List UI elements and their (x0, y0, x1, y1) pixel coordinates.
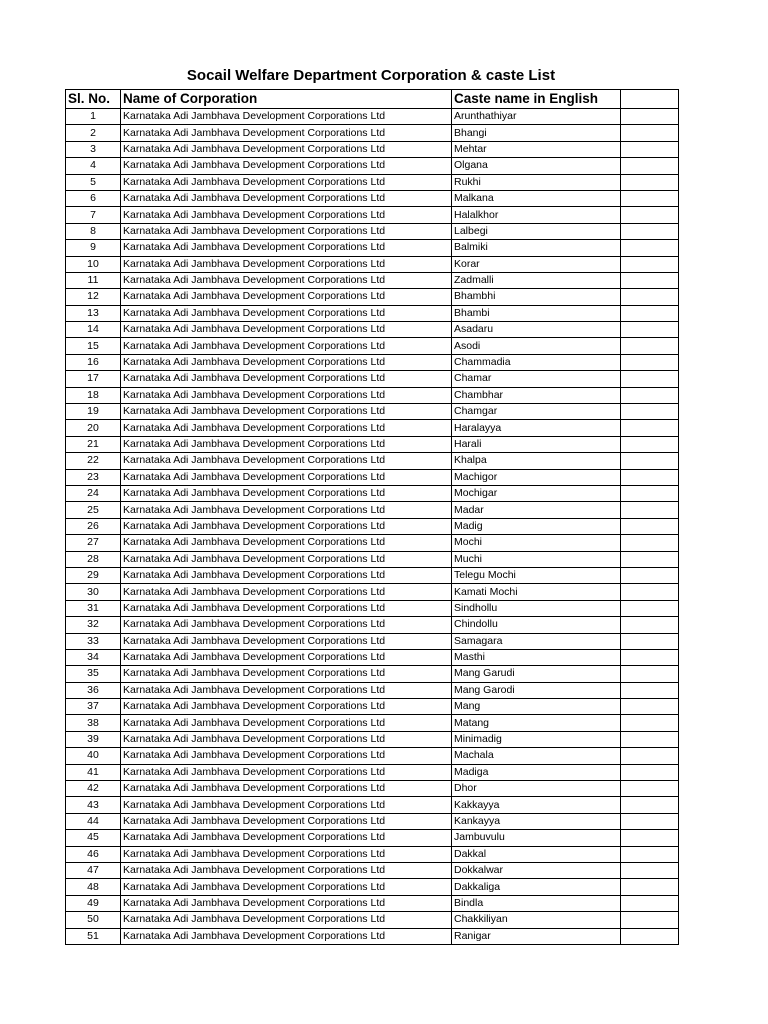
cell-corporation: Karnataka Adi Jambhava Development Corporations Ltd (121, 895, 452, 911)
cell-empty (621, 256, 679, 272)
cell-caste: Masthi (452, 649, 621, 665)
cell-sl-no: 22 (66, 453, 121, 469)
table-row (66, 109, 679, 125)
cell-corporation: Karnataka Adi Jambhava Development Corporations Ltd (121, 190, 452, 206)
table-row (66, 371, 679, 387)
cell-sl-no: 44 (66, 813, 121, 829)
cell-empty (621, 895, 679, 911)
cell-sl-no: 4 (66, 158, 121, 174)
cell-corporation: Karnataka Adi Jambhava Development Corporations Ltd (121, 338, 452, 354)
cell-corporation: Karnataka Adi Jambhava Development Corporations Ltd (121, 862, 452, 878)
cell-sl-no: 30 (66, 584, 121, 600)
cell-corporation: Karnataka Adi Jambhava Development Corporations Ltd (121, 305, 452, 321)
cell-caste: Jambuvulu (452, 830, 621, 846)
cell-empty (621, 535, 679, 551)
cell-corporation: Karnataka Adi Jambhava Development Corporations Ltd (121, 748, 452, 764)
table-row (66, 502, 679, 518)
cell-corporation: Karnataka Adi Jambhava Development Corporations Ltd (121, 158, 452, 174)
cell-empty (621, 666, 679, 682)
table-row (66, 223, 679, 239)
table-row (66, 174, 679, 190)
cell-caste: Mochigar (452, 485, 621, 501)
cell-empty (621, 764, 679, 780)
cell-empty (621, 633, 679, 649)
cell-empty (621, 682, 679, 698)
cell-empty (621, 436, 679, 452)
cell-empty (621, 354, 679, 370)
table-row (66, 649, 679, 665)
cell-sl-no: 51 (66, 928, 121, 944)
cell-caste: Olgana (452, 158, 621, 174)
cell-caste: Chambhar (452, 387, 621, 403)
cell-corporation: Karnataka Adi Jambhava Development Corporations Ltd (121, 387, 452, 403)
table-row (66, 190, 679, 206)
table-row (66, 617, 679, 633)
cell-empty (621, 731, 679, 747)
cell-empty (621, 289, 679, 305)
cell-corporation: Karnataka Adi Jambhava Development Corporations Ltd (121, 764, 452, 780)
cell-caste: Halalkhor (452, 207, 621, 223)
page-title: Socail Welfare Department Corporation & caste List (186, 67, 556, 84)
table-row (66, 354, 679, 370)
cell-caste: Khalpa (452, 453, 621, 469)
cell-sl-no: 18 (66, 387, 121, 403)
cell-empty (621, 797, 679, 813)
table-row (66, 420, 679, 436)
cell-corporation: Karnataka Adi Jambhava Development Corporations Ltd (121, 502, 452, 518)
cell-sl-no: 47 (66, 862, 121, 878)
cell-corporation: Karnataka Adi Jambhava Development Corporations Ltd (121, 223, 452, 239)
table-row (66, 158, 679, 174)
cell-empty (621, 862, 679, 878)
cell-empty (621, 617, 679, 633)
cell-corporation: Karnataka Adi Jambhava Development Corporations Ltd (121, 715, 452, 731)
cell-sl-no: 12 (66, 289, 121, 305)
cell-empty (621, 322, 679, 338)
cell-caste: Dakkaliga (452, 879, 621, 895)
cell-corporation: Karnataka Adi Jambhava Development Corporations Ltd (121, 535, 452, 551)
cell-empty (621, 699, 679, 715)
table-row (66, 404, 679, 420)
cell-caste: Matang (452, 715, 621, 731)
cell-caste: Chammadia (452, 354, 621, 370)
cell-empty (621, 174, 679, 190)
cell-corporation: Karnataka Adi Jambhava Development Corporations Ltd (121, 600, 452, 616)
cell-corporation: Karnataka Adi Jambhava Development Corporations Ltd (121, 436, 452, 452)
cell-empty (621, 371, 679, 387)
cell-corporation: Karnataka Adi Jambhava Development Corporations Ltd (121, 256, 452, 272)
cell-empty (621, 420, 679, 436)
cell-caste: Mehtar (452, 141, 621, 157)
table-row (66, 846, 679, 862)
cell-empty (621, 879, 679, 895)
cell-caste: Balmiki (452, 240, 621, 256)
cell-empty (621, 928, 679, 944)
cell-sl-no: 25 (66, 502, 121, 518)
cell-empty (621, 240, 679, 256)
cell-empty (621, 846, 679, 862)
table-row (66, 715, 679, 731)
cell-corporation: Karnataka Adi Jambhava Development Corporations Ltd (121, 567, 452, 583)
cell-caste: Machala (452, 748, 621, 764)
cell-corporation: Karnataka Adi Jambhava Development Corporations Ltd (121, 518, 452, 534)
cell-sl-no: 15 (66, 338, 121, 354)
table-row (66, 748, 679, 764)
table-row (66, 584, 679, 600)
cell-sl-no: 42 (66, 781, 121, 797)
table-row (66, 535, 679, 551)
header-corporation: Name of Corporation (121, 90, 452, 109)
cell-empty (621, 551, 679, 567)
cell-caste: Telegu Mochi (452, 567, 621, 583)
table-row (66, 797, 679, 813)
cell-caste: Chakkiliyan (452, 912, 621, 928)
table-row (66, 305, 679, 321)
cell-empty (621, 830, 679, 846)
cell-caste: Chamar (452, 371, 621, 387)
cell-caste: Muchi (452, 551, 621, 567)
cell-caste: Bhangi (452, 125, 621, 141)
cell-sl-no: 49 (66, 895, 121, 911)
cell-sl-no: 17 (66, 371, 121, 387)
cell-corporation: Karnataka Adi Jambhava Development Corporations Ltd (121, 617, 452, 633)
cell-empty (621, 207, 679, 223)
cell-caste: Mochi (452, 535, 621, 551)
cell-sl-no: 50 (66, 912, 121, 928)
cell-sl-no: 11 (66, 272, 121, 288)
cell-corporation: Karnataka Adi Jambhava Development Corporations Ltd (121, 633, 452, 649)
cell-corporation: Karnataka Adi Jambhava Development Corporations Ltd (121, 469, 452, 485)
table-row (66, 125, 679, 141)
cell-sl-no: 13 (66, 305, 121, 321)
cell-empty (621, 387, 679, 403)
table-row (66, 813, 679, 829)
cell-caste: Korar (452, 256, 621, 272)
cell-corporation: Karnataka Adi Jambhava Development Corporations Ltd (121, 485, 452, 501)
cell-sl-no: 33 (66, 633, 121, 649)
cell-sl-no: 48 (66, 879, 121, 895)
cell-caste: Arunthathiyar (452, 109, 621, 125)
cell-caste: Ranigar (452, 928, 621, 944)
table-row (66, 338, 679, 354)
cell-corporation: Karnataka Adi Jambhava Development Corporations Ltd (121, 240, 452, 256)
cell-caste: Lalbegi (452, 223, 621, 239)
cell-caste: Samagara (452, 633, 621, 649)
table-row (66, 453, 679, 469)
cell-corporation: Karnataka Adi Jambhava Development Corporations Ltd (121, 404, 452, 420)
cell-corporation: Karnataka Adi Jambhava Development Corporations Ltd (121, 322, 452, 338)
cell-corporation: Karnataka Adi Jambhava Development Corporations Ltd (121, 272, 452, 288)
cell-corporation: Karnataka Adi Jambhava Development Corporations Ltd (121, 682, 452, 698)
cell-sl-no: 23 (66, 469, 121, 485)
cell-caste: Mang Garodi (452, 682, 621, 698)
cell-sl-no: 29 (66, 567, 121, 583)
table-row (66, 912, 679, 928)
cell-caste: Bhambi (452, 305, 621, 321)
table-row (66, 764, 679, 780)
table-row (66, 830, 679, 846)
cell-corporation: Karnataka Adi Jambhava Development Corporations Ltd (121, 453, 452, 469)
cell-empty (621, 781, 679, 797)
cell-corporation: Karnataka Adi Jambhava Development Corporations Ltd (121, 207, 452, 223)
cell-sl-no: 28 (66, 551, 121, 567)
cell-caste: Asodi (452, 338, 621, 354)
cell-caste: Kamati Mochi (452, 584, 621, 600)
cell-caste: Dakkal (452, 846, 621, 862)
cell-caste: Bhambhi (452, 289, 621, 305)
cell-sl-no: 19 (66, 404, 121, 420)
cell-empty (621, 584, 679, 600)
cell-empty (621, 223, 679, 239)
cell-corporation: Karnataka Adi Jambhava Development Corporations Ltd (121, 666, 452, 682)
table-row (66, 895, 679, 911)
cell-empty (621, 469, 679, 485)
cell-empty (621, 518, 679, 534)
cell-sl-no: 1 (66, 109, 121, 125)
cell-caste: Zadmalli (452, 272, 621, 288)
table-header-row (66, 90, 679, 109)
table-row (66, 485, 679, 501)
cell-sl-no: 36 (66, 682, 121, 698)
cell-sl-no: 20 (66, 420, 121, 436)
table-row (66, 240, 679, 256)
cell-corporation: Karnataka Adi Jambhava Development Corporations Ltd (121, 731, 452, 747)
cell-caste: Bindla (452, 895, 621, 911)
cell-sl-no: 21 (66, 436, 121, 452)
cell-corporation: Karnataka Adi Jambhava Development Corporations Ltd (121, 928, 452, 944)
table-row (66, 436, 679, 452)
table-row (66, 928, 679, 944)
cell-caste: Asadaru (452, 322, 621, 338)
cell-caste: Chindollu (452, 617, 621, 633)
cell-sl-no: 32 (66, 617, 121, 633)
table-row (66, 322, 679, 338)
cell-corporation: Karnataka Adi Jambhava Development Corporations Ltd (121, 125, 452, 141)
cell-sl-no: 35 (66, 666, 121, 682)
table-row (66, 387, 679, 403)
cell-corporation: Karnataka Adi Jambhava Development Corporations Ltd (121, 584, 452, 600)
cell-caste: Sindhollu (452, 600, 621, 616)
cell-corporation: Karnataka Adi Jambhava Development Corporations Ltd (121, 813, 452, 829)
cell-empty (621, 502, 679, 518)
cell-empty (621, 158, 679, 174)
cell-corporation: Karnataka Adi Jambhava Development Corporations Ltd (121, 420, 452, 436)
cell-caste: Haralayya (452, 420, 621, 436)
cell-sl-no: 40 (66, 748, 121, 764)
cell-empty (621, 404, 679, 420)
cell-corporation: Karnataka Adi Jambhava Development Corporations Ltd (121, 846, 452, 862)
cell-empty (621, 912, 679, 928)
table-row (66, 862, 679, 878)
cell-sl-no: 34 (66, 649, 121, 665)
table-row (66, 256, 679, 272)
cell-sl-no: 8 (66, 223, 121, 239)
cell-empty (621, 649, 679, 665)
cell-sl-no: 5 (66, 174, 121, 190)
header-empty (621, 90, 679, 109)
table-row (66, 781, 679, 797)
cell-caste: Madig (452, 518, 621, 534)
cell-sl-no: 2 (66, 125, 121, 141)
table-row (66, 600, 679, 616)
cell-corporation: Karnataka Adi Jambhava Development Corporations Ltd (121, 354, 452, 370)
cell-sl-no: 37 (66, 699, 121, 715)
cell-empty (621, 748, 679, 764)
cell-empty (621, 190, 679, 206)
cell-sl-no: 43 (66, 797, 121, 813)
cell-sl-no: 31 (66, 600, 121, 616)
table-row (66, 518, 679, 534)
cell-caste: Harali (452, 436, 621, 452)
table-row (66, 879, 679, 895)
cell-corporation: Karnataka Adi Jambhava Development Corporations Ltd (121, 830, 452, 846)
cell-sl-no: 9 (66, 240, 121, 256)
cell-caste: Rukhi (452, 174, 621, 190)
cell-corporation: Karnataka Adi Jambhava Development Corporations Ltd (121, 797, 452, 813)
cell-corporation: Karnataka Adi Jambhava Development Corporations Ltd (121, 141, 452, 157)
caste-list-table (65, 89, 679, 945)
cell-sl-no: 7 (66, 207, 121, 223)
table-row (66, 141, 679, 157)
header-sl-no: Sl. No. (66, 90, 121, 109)
table-row (66, 272, 679, 288)
cell-empty (621, 141, 679, 157)
cell-empty (621, 338, 679, 354)
table-row (66, 207, 679, 223)
table-row (66, 633, 679, 649)
table-row (66, 551, 679, 567)
cell-empty (621, 109, 679, 125)
table-row (66, 682, 679, 698)
cell-sl-no: 27 (66, 535, 121, 551)
cell-caste: Mang Garudi (452, 666, 621, 682)
cell-corporation: Karnataka Adi Jambhava Development Corporations Ltd (121, 781, 452, 797)
cell-caste: Minimadig (452, 731, 621, 747)
cell-sl-no: 41 (66, 764, 121, 780)
cell-sl-no: 45 (66, 830, 121, 846)
cell-corporation: Karnataka Adi Jambhava Development Corporations Ltd (121, 289, 452, 305)
cell-caste: Mang (452, 699, 621, 715)
cell-empty (621, 305, 679, 321)
cell-sl-no: 39 (66, 731, 121, 747)
cell-sl-no: 3 (66, 141, 121, 157)
cell-caste: Chamgar (452, 404, 621, 420)
cell-corporation: Karnataka Adi Jambhava Development Corporations Ltd (121, 879, 452, 895)
cell-caste: Dokkalwar (452, 862, 621, 878)
header-caste: Caste name in English (452, 90, 621, 109)
cell-sl-no: 24 (66, 485, 121, 501)
cell-caste: Kankayya (452, 813, 621, 829)
cell-sl-no: 14 (66, 322, 121, 338)
table-body (66, 109, 679, 945)
cell-corporation: Karnataka Adi Jambhava Development Corporations Ltd (121, 174, 452, 190)
cell-sl-no: 10 (66, 256, 121, 272)
cell-empty (621, 567, 679, 583)
table-row (66, 666, 679, 682)
cell-caste: Malkana (452, 190, 621, 206)
cell-sl-no: 46 (66, 846, 121, 862)
cell-corporation: Karnataka Adi Jambhava Development Corporations Ltd (121, 649, 452, 665)
cell-corporation: Karnataka Adi Jambhava Development Corporations Ltd (121, 699, 452, 715)
cell-empty (621, 600, 679, 616)
cell-empty (621, 453, 679, 469)
cell-sl-no: 38 (66, 715, 121, 731)
table-row (66, 289, 679, 305)
cell-empty (621, 715, 679, 731)
table-row (66, 567, 679, 583)
cell-corporation: Karnataka Adi Jambhava Development Corporations Ltd (121, 912, 452, 928)
cell-sl-no: 26 (66, 518, 121, 534)
cell-empty (621, 813, 679, 829)
table-row (66, 469, 679, 485)
cell-caste: Madiga (452, 764, 621, 780)
cell-sl-no: 6 (66, 190, 121, 206)
table-row (66, 699, 679, 715)
cell-corporation: Karnataka Adi Jambhava Development Corporations Ltd (121, 551, 452, 567)
cell-empty (621, 272, 679, 288)
cell-caste: Dhor (452, 781, 621, 797)
cell-corporation: Karnataka Adi Jambhava Development Corporations Ltd (121, 109, 452, 125)
cell-caste: Madar (452, 502, 621, 518)
cell-corporation: Karnataka Adi Jambhava Development Corporations Ltd (121, 371, 452, 387)
cell-empty (621, 125, 679, 141)
cell-empty (621, 485, 679, 501)
cell-sl-no: 16 (66, 354, 121, 370)
cell-caste: Machigor (452, 469, 621, 485)
table-row (66, 731, 679, 747)
cell-caste: Kakkayya (452, 797, 621, 813)
